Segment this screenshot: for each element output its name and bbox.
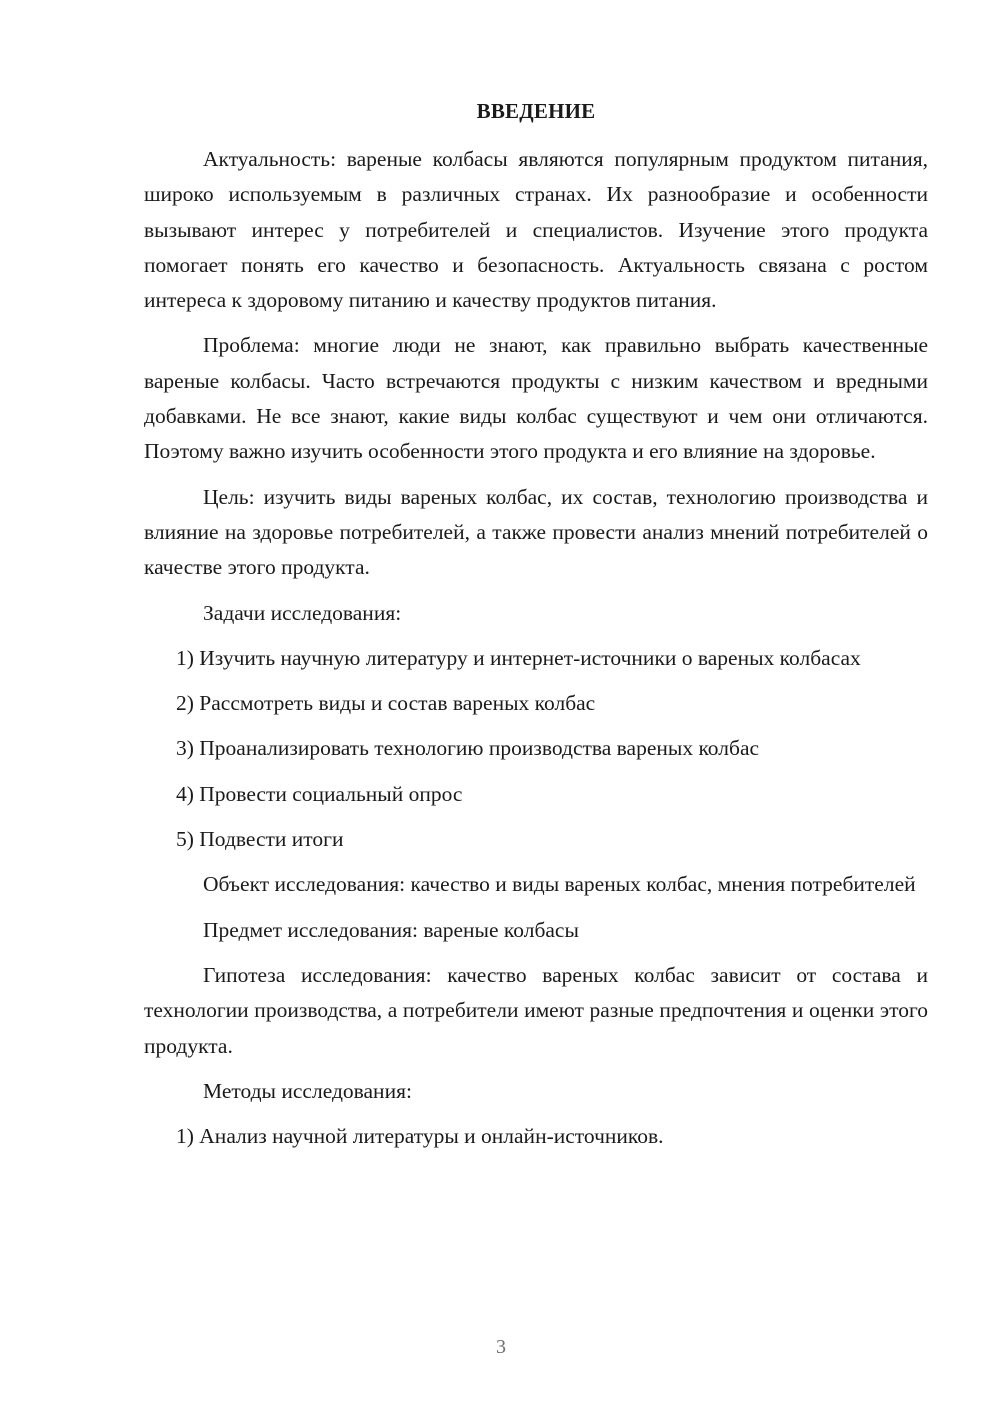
method-item: 1) Анализ научной литературы и онлайн-источников. — [176, 1124, 664, 1149]
task-item: 2) Рассмотреть виды и состав вареных колбас — [176, 691, 596, 716]
task-item: 5) Подвести итоги — [176, 827, 344, 852]
page-number: 3 — [496, 1336, 506, 1358]
task-item: 4) Провести социальный опрос — [176, 781, 463, 806]
methods-title: Методы исследования: — [203, 1078, 412, 1103]
page-title: ВВЕДЕНИЕ — [476, 99, 596, 123]
relevance-paragraph: Актуальность: вареные колбасы являются популярным продуктом питания, широко используемым в различных странах. Их разнообразие и особенности вызывают интерес у потребителей и специалистов. Изучение этого продукта помогает понять его качество и безопасность. Актуальность связана с ростом интереса к здоровому питанию и качеству продуктов питания. — [144, 147, 928, 313]
goal-paragraph: Цель: изучить виды вареных колбас, их состав, технологию производства и влияние на здоровье потребителей, а также провести анализ мнений потребителей о качестве этого продукта. — [144, 484, 928, 580]
task-item: 1) Изучить научную литературу и интернет-источники о вареных колбасах — [176, 645, 861, 670]
hypothesis-paragraph: Гипотеза исследования: качество вареных колбас зависит от состава и технологии производства, а потребители имеют разные предпочтения и оценки этого продукта. — [144, 962, 928, 1058]
document-body — [144, 142, 928, 1164]
problem-paragraph: Проблема: многие люди не знают, как правильно выбрать качественные вареные колбасы. Часто встречаются продукты с низким качеством и вредными добавками. Не все знают, какие виды колбас существуют и чем они отличаются. Поэтому важно изучить особенности этого продукта и его влияние на здоровье. — [144, 333, 928, 464]
document-page — [144, 0, 928, 1414]
object-paragraph: Объект исследования: качество и виды вареных колбас, мнения потребителей — [203, 872, 916, 897]
tasks-title: Задачи исследования: — [203, 600, 402, 625]
subject-paragraph: Предмет исследования: вареные колбасы — [203, 917, 579, 942]
task-item: 3) Проанализировать технологию производства вареных колбас — [176, 736, 760, 761]
